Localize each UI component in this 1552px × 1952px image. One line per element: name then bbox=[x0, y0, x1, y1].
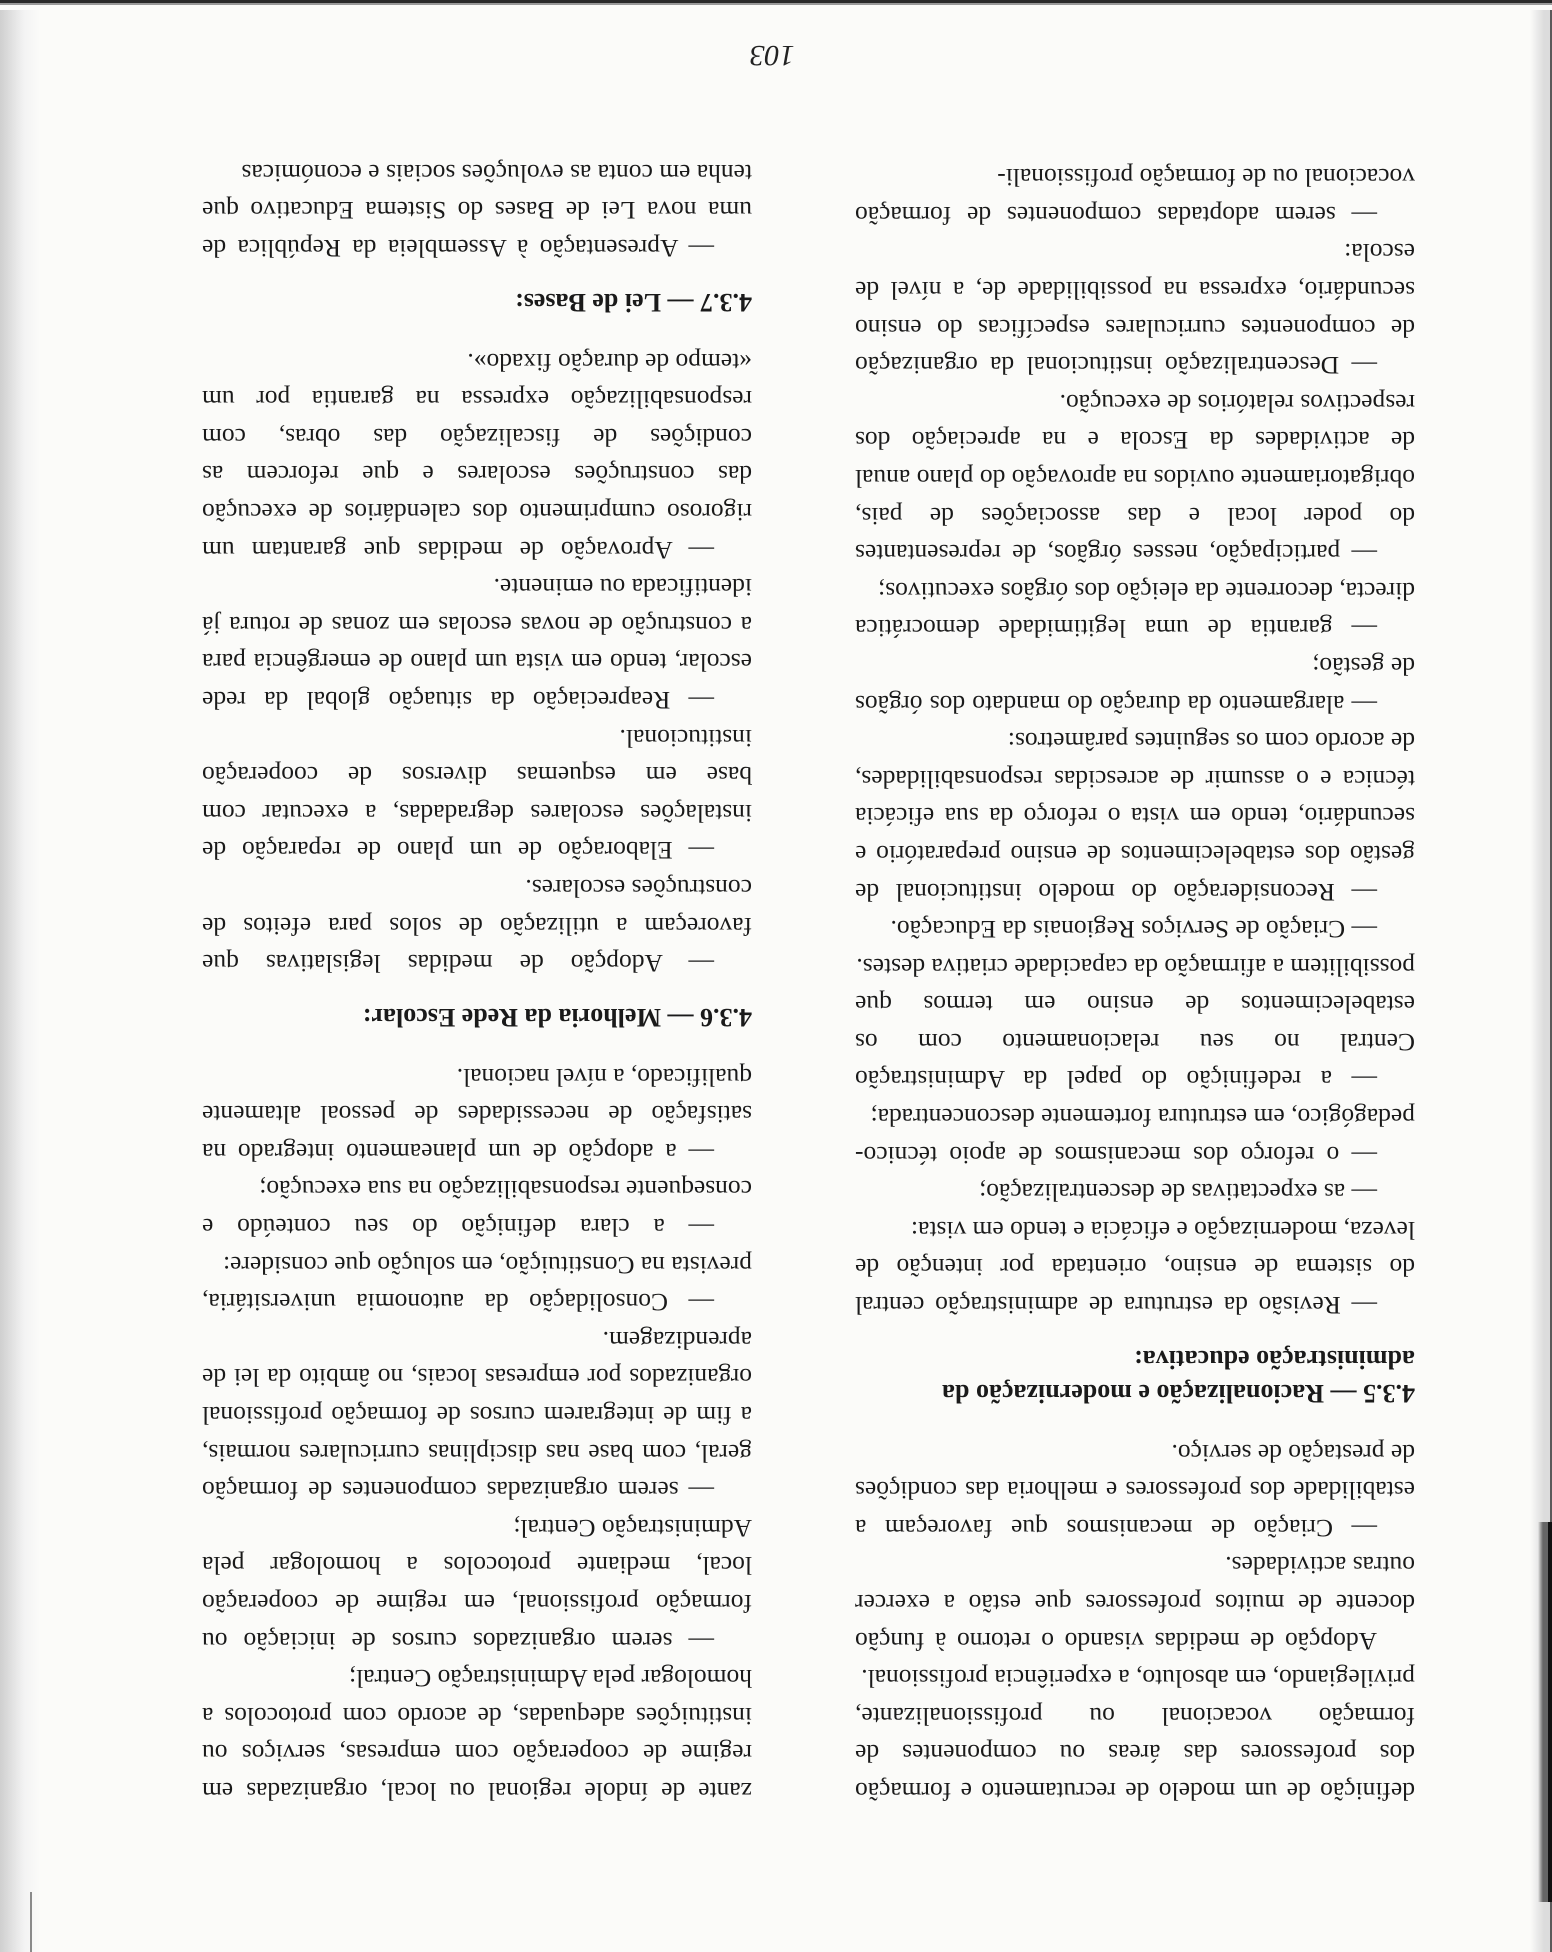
paragraph: — alargamento da duração do mandato dos órgãos de gestão; bbox=[855, 651, 1415, 719]
paragraph: — o reforço dos mecanismos de apoio técnico-pedagógico, em estrutura fortemente desconcentrada; bbox=[855, 1103, 1415, 1170]
scan-edge-bottom bbox=[0, 0, 1552, 10]
section-heading: 4.3.7 — Lei de Bases: bbox=[515, 288, 752, 318]
paragraph: definição de um modelo de recrutamento e formação dos professores das áreas ou componentes de formação vocacional ou profissionalizante, privilegiando, em absoluto, a experiência profissional. bbox=[855, 1664, 1415, 1806]
paragraph: — Apresentação à Assembleia da República de uma nova Lei de Bases do Sistema Educativo que tenha em conta as evoluções sociais e económicas bbox=[202, 158, 752, 264]
text-column-left bbox=[855, 159, 1415, 1810]
paragraph: — serem adoptadas componentes de formação vocacional ou de formação profissionali- bbox=[855, 163, 1415, 230]
paragraph: — Criação de Serviços Regionais da Educação. bbox=[890, 915, 1377, 945]
page-number: 103 bbox=[749, 39, 795, 72]
paragraph: zante de índole regional ou local, organizadas em regime de cooperação com empresas, serviços ou instituições adequadas, de acordo com protocolos a homologar pela Administração Central; bbox=[202, 1664, 752, 1806]
scan-edge-mark bbox=[30, 1892, 32, 1952]
paragraph: — Consolidação da autonomia universitária, prevista na Constituição, em solução que considere: bbox=[202, 1250, 752, 1318]
paragraph: — Elaboração de um plano de reparação de instalações escolares degradadas, a executar com base em esquemas diversos de cooperação institucional. bbox=[202, 723, 752, 866]
paragraph: — participação, nesses órgãos, de representantes do poder local e das associações de pais, obrigatoriamente ouvidos na aprovação do plano anual de actividades da Escola e na apreciação dos respectivos relatórios de execução. bbox=[855, 388, 1415, 569]
paragraph: — serem organizados cursos de iniciação ou formação profissional, em regime de cooperação local, mediante protocolos a homologar pela Administração Central; bbox=[202, 1513, 752, 1656]
paragraph: — a clara definição do seu conteúdo e consequente responsabilização na sua execução; bbox=[202, 1175, 752, 1243]
paragraph: — as expectativas de descentralização; bbox=[979, 1178, 1377, 1208]
paragraph: — serem organizadas componentes de formação geral, com base nas disciplinas curriculares normais, a fim de integrarem cursos de formação profissional organizados por empresas locais, no âmbito da lei de aprendizagem. bbox=[202, 1325, 752, 1506]
paragraph: — a adopção de um planeamento integrado na satisfação de necessidades de pessoal altamente qualificado, a nível nacional. bbox=[202, 1062, 752, 1167]
paragraph: — Criação de mecanismos que favoreçam a estabilidade dos professores e melhoria das condições de prestação de serviço. bbox=[855, 1438, 1415, 1543]
section-heading: 4.3.6 — Melhoria da Rede Escolar: bbox=[362, 1003, 752, 1033]
text-column-right bbox=[202, 154, 752, 1810]
paragraph: — garantia de uma legitimidade democrática directa, decorrente da eleição dos órgãos executivos; bbox=[855, 576, 1415, 644]
paragraph: — Revisão da estrutura de administração central do sistema de ensino, orientada por intenção de leveza, modernização e eficácia e tendo em vista: bbox=[855, 1215, 1415, 1321]
section-heading: 4.3.5 — Racionalização e modernização da administração educativa: bbox=[942, 1345, 1415, 1409]
scan-edge-shadow-right bbox=[0, 0, 40, 1952]
scan-edge-blot bbox=[1538, 1522, 1552, 1902]
paragraph: — Reconsideração do modelo institucional de gestão dos estabelecimentos de ensino preparatório e secundário, tendo em vista o reforço da sua eficácia técnica e o assumir de acrescidas responsabilidades, de acordo com os seguintes parâmetros: bbox=[855, 727, 1415, 907]
paragraph: — Reapreciação da situação global da rede escolar, tendo em vista um plano de emergência para a construção de novas escolas em zonas de rotura já identificada ou eminente. bbox=[202, 573, 752, 715]
paragraph: — Descentralização institucional da organização de componentes curriculares específicas do ensino secundário, expressa na possibilidade de, a nível de escola: bbox=[855, 238, 1415, 381]
paragraph: — Adopção de medidas legislativas que favoreçam a utilização de solos para efeitos de construções escolares. bbox=[202, 873, 752, 979]
paragraph: Adopção de medidas visando o retorno à função docente de muitos professores que estão a exercer outras actividades. bbox=[855, 1551, 1415, 1656]
paragraph: — a redefinição do papel da Administração Central no seu relacionamento com os estabelecimentos de ensino em termos que possibilitem a afirmação da capacidade criativa destes. bbox=[855, 952, 1415, 1095]
paragraph: — Aprovação de medidas que garantam um rigoroso cumprimento dos calendários de execução das construções escolares e que reforcem as condições de fiscalização das obras, com responsabilização expressa na garantia por um «tempo de duração fixado». bbox=[202, 347, 752, 565]
